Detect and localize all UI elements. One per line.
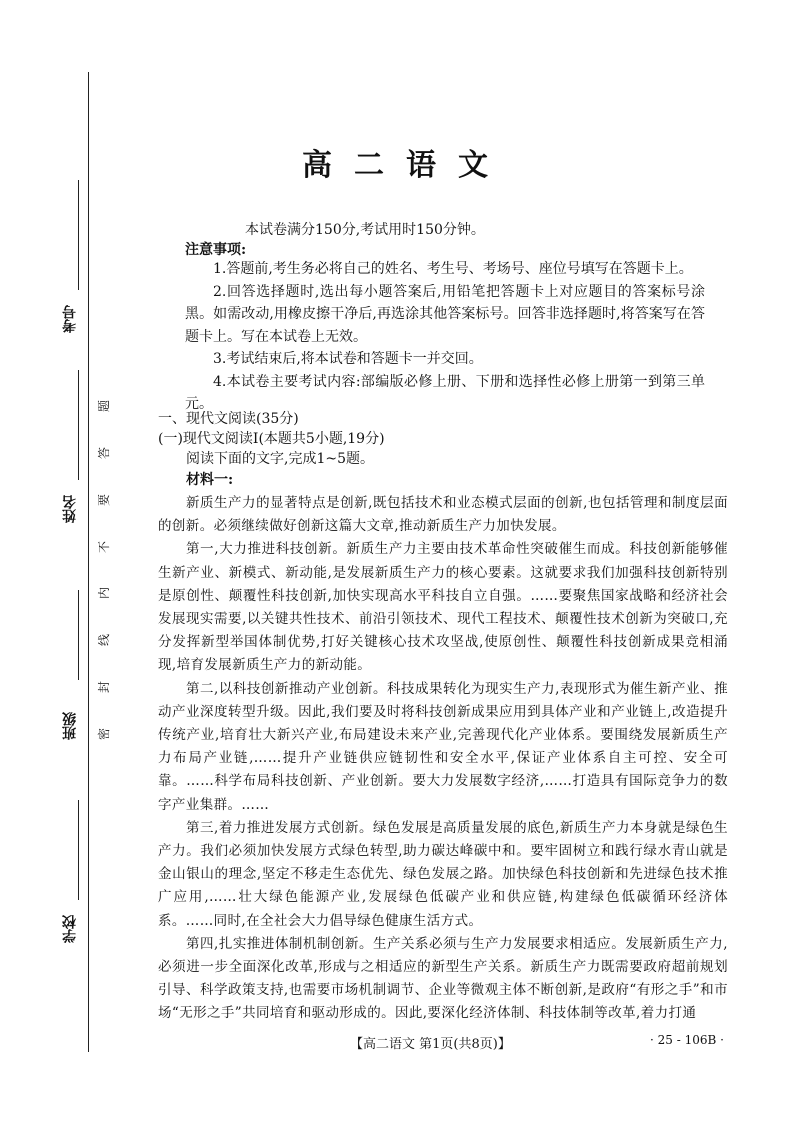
body-paragraph: 第二,以科技创新推动产业创新。科技成果转化为现实生产力,表现形式为催生新产业、推动产业深度转型升级。因此,我们要及时将科技创新成果应用到具体产业和产业链上,改造提升传统产业,培育壮大新兴产业,布局建设未来产业,完善现代化产业体系。要围绕发展新质生产力布局产业链,……提升产业链供应链韧性和安全水平,保证产业体系自主可控、安全可靠。……科学布局科技创新、产业创新。要大力发展数字经济,……打造具有国际竞争力的数字产业集群。…… [158, 680, 728, 813]
body-paragraph: 第三,着力推进发展方式创新。绿色发展是高质量发展的底色,新质生产力本身就是绿色生产力。我们必须加快发展方式绿色转型,助力碳达峰碳中和。要牢固树立和践行绿水青山就是金山银山的理念,坚定不移走生态优先、绿色发展之路。加快绿色科技创新和先进绿色技术推广应用,……壮大绿色能源产业,发展绿色低碳产业和供应链,构建绿色低碳循环经济体系。……同时,在全社会大力倡导绿色健康生活方式。 [158, 819, 728, 929]
kaohao-blank-line [78, 180, 79, 290]
note-item: 1.答题前,考生务必将自己的姓名、考生号、考场号、座位号填写在答题卡上。 [213, 261, 693, 277]
exam-intro: 本试卷满分150分,考试用时150分钟。 [245, 222, 485, 238]
banji-label: 班级 [62, 712, 78, 740]
seal-line-notice [96, 400, 112, 740]
exam-title: 高二语文 [302, 148, 510, 183]
note-item: 2.回答选择题时,选出每小题答案后,用铅笔把答题卡上对应题目的答案标号涂黑。如需改动,用橡皮擦干净后,再选涂其他答案标号。回答非选择题时,将答案写在答题卡上。写在本试卷上无效。 [185, 283, 705, 345]
subsection-heading: (一)现代文阅读Ⅰ(本题共5小题,19分) [158, 431, 385, 447]
notes-heading: 注意事项: [185, 242, 247, 258]
notice-char: 要 [96, 493, 111, 506]
xuexiao-blank-line [78, 800, 79, 900]
notice-char: 封 [96, 681, 111, 694]
material-label: 材料一: [186, 472, 234, 488]
xuexiao-label: 学校 [62, 915, 78, 943]
page-footer: 【高二语文 第1页(共8页)】 [350, 1037, 511, 1052]
body-paragraph: 第四,扎实推进体制机制创新。生产关系必须与生产力发展要求相适应。发展新质生产力,必须进一步全面深化改革,形成与之相适应的新型生产关系。新质生产力既需要政府超前规划引导、科学政策支持,也需要市场机制调节、企业等微观主体不断创新,是政府“有形之手”和市场“无形之手”共同培育和驱动形成的。因此,要深化经济体制、科技体制等改革,着力打通 [158, 935, 728, 1022]
notice-char: 线 [96, 634, 111, 647]
notice-char: 内 [96, 587, 111, 600]
kaohao-label: 考号 [62, 305, 78, 333]
banji-blank-line [78, 590, 79, 680]
note-item: 4.本试卷主要考试内容:部编版必修上册、下册和选择性必修上册第一到第三单元。 [185, 373, 705, 412]
section-heading: 一、现代文阅读(35分) [158, 411, 299, 427]
body-paragraph: 第一,大力推进科技创新。新质生产力主要由技术革命性突破催生而成。科技创新能够催生新产业、新模式、新动能,是发展新质生产力的核心要素。这就要求我们加强科技创新特别是原创性、颠覆性科技创新,加快实现高水平科技自立自强。……要聚焦国家战略和经济社会发展现实需要,以关键共性技术、前沿引领技术、现代工程技术、颠覆性技术创新为突破口,充分发挥新型举国体制优势,打好关键核心技术攻坚战,使原创性、颠覆性科技创新成果竞相涌现,培育发展新质生产力的新动能。 [158, 541, 728, 674]
xingming-label: 姓名 [62, 495, 78, 523]
reading-instruction: 阅读下面的文字,完成1~5题。 [186, 451, 374, 467]
body-paragraph: 新质生产力的显著特点是创新,既包括技术和业态模式层面的创新,也包括管理和制度层面的创新。必须继续做好创新这篇大文章,推动新质生产力加快发展。 [158, 495, 728, 535]
notice-char: 答 [96, 446, 111, 459]
binding-line [88, 72, 89, 1052]
notice-char: 密 [96, 727, 111, 740]
paper-code: · 25 - 106B · [650, 1033, 724, 1047]
material-body [158, 492, 728, 1026]
notes-list [185, 258, 705, 416]
note-item: 3.考试结束后,将本试卷和答题卡一并交回。 [213, 351, 483, 367]
notice-char: 题 [96, 399, 111, 413]
xingming-blank-line [78, 370, 79, 480]
notice-char: 不 [96, 540, 111, 553]
